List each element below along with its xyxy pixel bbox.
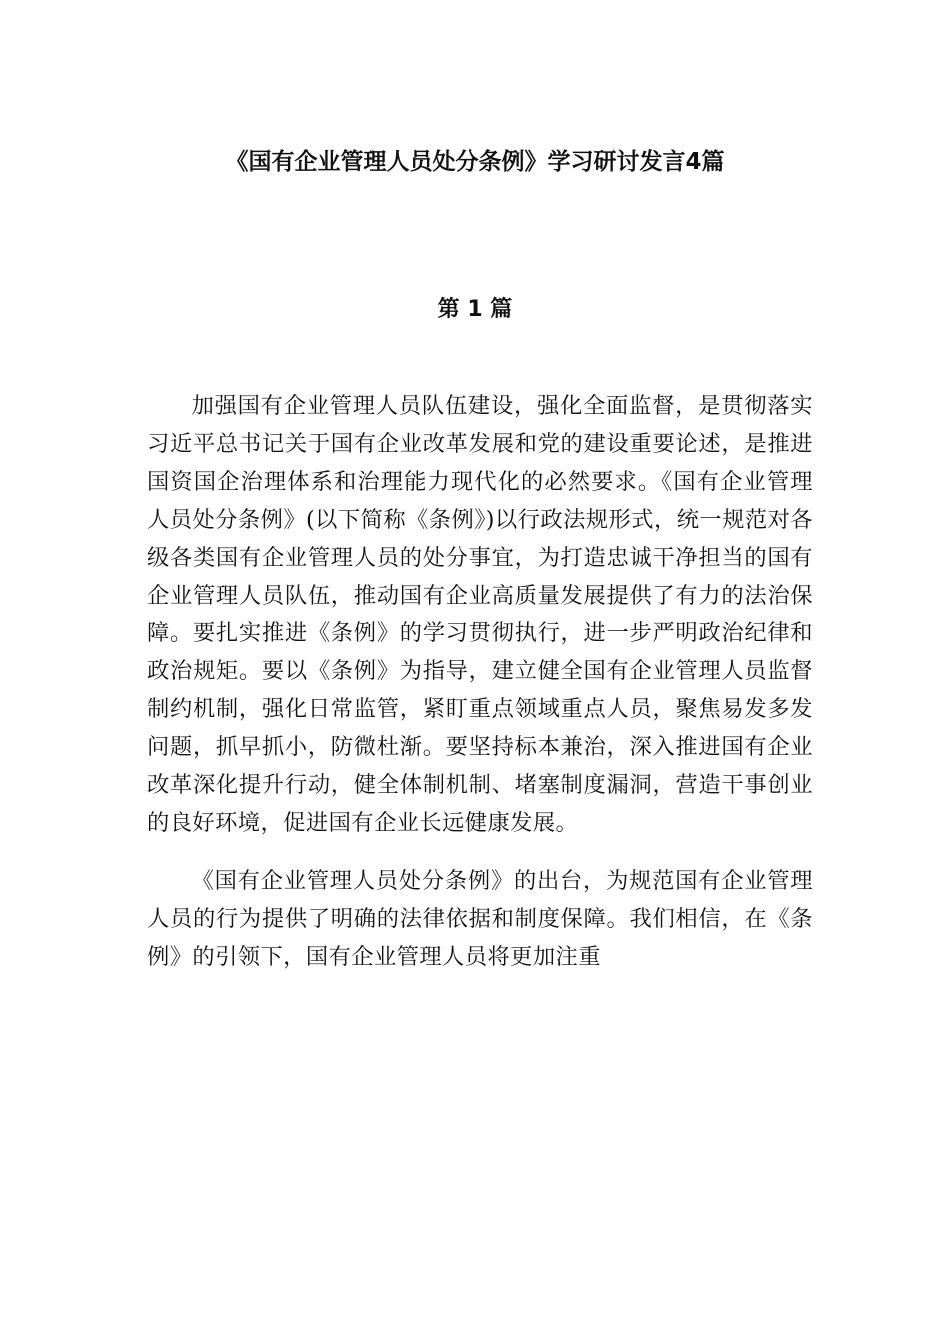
paragraph-2: 《国有企业管理人员处分条例》的出台，为规范国有企业管理人员的行为提供了明确的法律依据和制度保障。我们相信，在《条例》的引领下，国有企业管理人员将更加注重 — [147, 867, 813, 970]
document-title: 《国有企业管理人员处分条例》学习研讨发言4篇 — [225, 149, 725, 175]
paragraph-1: 加强国有企业管理人员队伍建设，强化全面监督，是贯彻落实习近平总书记关于国有企业改革发展和党的建设重要论述，是推进国资国企治理体系和治理能力现代化的必然要求。《国有企业管理人员处分条例》(以下简称《条例》)以行政法规形式，统一规范对各级各类国有企业管理人员的处分事宜，为打造忠诚干净担当的国有企业管理人员队伍，推动国有企业高质量发展提供了有力的法治保障。要扎实推进《条例》的学习贯彻执行，进一步严明政治纪律和政治规矩。要以《条例》为指导，建立健全国有企业管理人员监督制约机制，强化日常监管，紧盯重点领域重点人员，聚焦易发多发问题，抓早抓小，防微杜渐。要坚持标本兼治，深入推进国有企业改革深化提升行动，健全体制机制、堵塞制度漏洞，营造干事创业的良好环境，促进国有企业长远健康发展。 — [147, 393, 813, 836]
section-heading: 第 1 篇 — [437, 297, 513, 322]
body-text — [147, 388, 813, 997]
